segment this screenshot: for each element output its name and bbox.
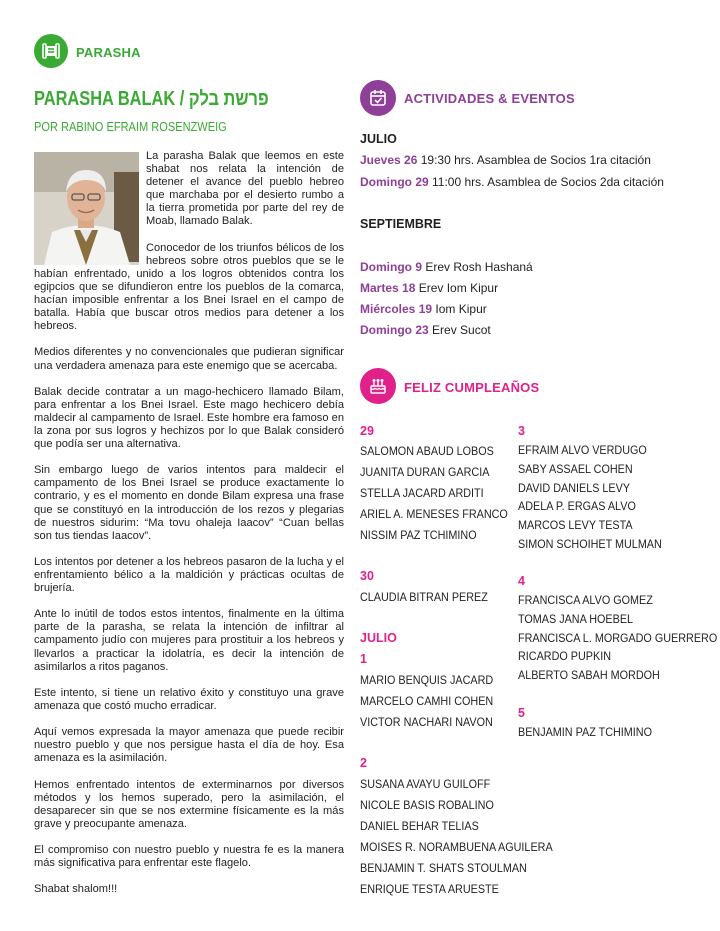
birthday-day: 29 <box>360 424 374 438</box>
birthday-name: TOMAS JANA HOEBEL <box>518 612 634 626</box>
article-paragraph: Balak decide contratar a un mago-hechicero llamado Bilam, para enfrentar a los Bnei Israel. Este mago hechicero debía maldecir al campamento de Israel. Este hombre era famoso en la zona por sus logros y hechizos por lo que Balak consideró que podía ser una alternativa. <box>34 385 344 451</box>
article-paragraph: Shabat shalom!!! <box>34 883 118 896</box>
section-label: PARASHA <box>76 45 141 60</box>
birthday-day: 3 <box>518 424 525 438</box>
birthday-name: BENJAMIN T. SHATS STOULMAN <box>360 861 527 875</box>
birthday-day: 1 <box>360 652 367 666</box>
article-author: POR RABINO EFRAIM ROSENZWEIG <box>34 119 227 134</box>
event-date: Jueves 26 <box>360 153 418 167</box>
events-month: SEPTIEMBRE <box>360 217 442 231</box>
event-text: Erev Iom Kipur <box>418 281 499 295</box>
birthday-name: ALBERTO SABAH MORDOH <box>518 668 660 682</box>
birthday-name: DANIEL BEHAR TELIAS <box>360 819 479 833</box>
birthday-name: MARIO BENQUIS JACARD <box>360 673 494 687</box>
article-paragraph: Hemos enfrentado intentos de exterminarnos por diversos métodos y los hemos superado, pero la asimilación, el desaparecer sin que se nos extermine físicamente es la más grave y preocupante amenaza. <box>34 778 344 830</box>
birthday-name: ADELA P. ERGAS ALVO <box>518 499 636 513</box>
calendar-icon <box>360 80 396 116</box>
article-paragraph: Ante lo inútil de todos estos intentos, finalmente en la última parte de la parasha, se relata la intención de infiltrar al campamento judío con mujeres para prostituir a los hebreos y llevarlos a practicar la idolatría, es decir la intención de asimilarlos a ritos paganos. <box>34 608 344 673</box>
event-date: Domingo 23 <box>360 323 429 337</box>
birthday-day: 5 <box>518 706 525 720</box>
event-text: 19:30 hrs. Asamblea de Socios 1ra citación <box>420 153 651 167</box>
birthday-name: FRANCISCA L. MORGADO GUERRERO <box>518 631 718 645</box>
event-item <box>360 302 487 316</box>
birthday-day: 30 <box>360 569 374 583</box>
birthday-name: MARCELO CAMHI COHEN <box>360 694 494 708</box>
birthday-cake-icon <box>360 368 396 404</box>
birthday-name: MARCOS LEVY TESTA <box>518 518 633 532</box>
birthday-name: SABY ASSAEL COHEN <box>518 462 633 476</box>
article-paragraph: Los intentos por detener a los hebreos pasaron de la lucha y el enfrentamiento bélico a la maldición y prácticas ocultas de brujería. <box>34 555 344 595</box>
article-title: PARASHA BALAK / פרשת בלק <box>34 88 269 110</box>
birthday-name: DAVID DANIELS LEVY <box>518 481 631 495</box>
birthday-name: MOISES R. NORAMBUENA AGUILERA <box>360 840 553 854</box>
article-paragraph: El compromiso con nuestro pueblo y nuestra fe es la manera más significativa para enfrentar este flagelo. <box>34 843 344 870</box>
event-date: Miércoles 19 <box>360 302 433 316</box>
event-date: Domingo 9 <box>360 260 422 274</box>
birthday-name: SUSANA AVAYU GUILOFF <box>360 777 491 791</box>
birthday-name: ARIEL A. MENESES FRANCO <box>360 507 508 521</box>
article-paragraph: Conocedor de los triunfos bélicos de los hebreos sobre otros pueblos que se le habían enfrentado, unido a los logros obtenidos contra los egipcios que se difundieron entre los pueblos de la comarca, hacían imposible enfrentar a los Bnei Israel en el campo de batalla. Había que buscar otros medios para detener a los hebreos. <box>34 241 344 333</box>
article-body <box>34 150 344 909</box>
event-item <box>360 323 491 337</box>
birthday-name: FRANCISCA ALVO GOMEZ <box>518 593 653 607</box>
event-item <box>360 281 498 295</box>
event-text: Iom Kipur <box>435 302 487 316</box>
birthday-month: JULIO <box>360 631 397 645</box>
events-label: ACTIVIDADES & EVENTOS <box>404 91 575 106</box>
torah-scroll-icon <box>34 34 68 68</box>
events-month: JULIO <box>360 132 397 146</box>
birthday-name: SALOMON ABAUD LOBOS <box>360 444 494 458</box>
birthday-name: STELLA JACARD ARDITI <box>360 486 484 500</box>
birthday-name: EFRAIM ALVO VERDUGO <box>518 443 647 457</box>
event-text: 11:00 hrs. Asamblea de Socios 2da citación <box>432 175 664 189</box>
event-date: Martes 18 <box>360 281 416 295</box>
birthday-name: CLAUDIA BITRAN PEREZ <box>360 590 488 604</box>
birthday-name: NICOLE BASIS ROBALINO <box>360 798 494 812</box>
birthday-name: BENJAMIN PAZ TCHIMINO <box>518 725 653 739</box>
event-item <box>360 175 664 189</box>
article-paragraph: La parasha Balak que leemos en este shabat nos relata la intención de detener el avance del pueblo hebreo que marchaba por el desierto rumbo a la tierra prometida por parte del rey de Moab, llamado Balak. <box>146 150 344 228</box>
article-paragraph: Sin embargo luego de varios intentos para maldecir el campamento de los Bnei Israel se produce exactamente lo contrario, y es el momento en donde Bilam expresa una frase que se constituyó en la introducción de los rezos y plegarias de nuestros sidurim: “Ma tovu ohaleja Iaacov” “Cuan bellas son tus tiendas Iaacov”. <box>34 464 344 542</box>
article-paragraph: Medios diferentes y no convencionales que pudieran significar una verdadera amenaza para este enemigo que se acercaba. <box>34 346 344 372</box>
article-paragraph: Aquí vemos expresada la mayor amenaza que puede recibir nuestro pueblo y que nos persigue hasta el día de hoy. Esa amenaza es la asimilación. <box>34 726 344 765</box>
article-paragraph: Este intento, si tiene un relativo éxito y constituyo una grave amenaza que costó mucho erradicar. <box>34 686 344 712</box>
birthday-day: 2 <box>360 756 367 770</box>
birthday-day: 4 <box>518 574 525 588</box>
birthday-name: ENRIQUE TESTA ARUESTE <box>360 882 499 896</box>
event-date: Domingo 29 <box>360 175 429 189</box>
birthday-name: NISSIM PAZ TCHIMINO <box>360 528 477 542</box>
birthdays-label: FELIZ CUMPLEAÑOS <box>404 380 540 395</box>
birthday-name: JUANITA DURAN GARCIA <box>360 465 490 479</box>
birthday-name: VICTOR NACHARI NAVON <box>360 715 493 729</box>
birthday-name: RICARDO PUPKIN <box>518 649 612 663</box>
event-text: Erev Rosh Hashaná <box>425 260 533 274</box>
event-text: Erev Sucot <box>432 323 491 337</box>
event-item <box>360 153 651 167</box>
event-item <box>360 260 533 274</box>
birthday-name: SIMON SCHOIHET MULMAN <box>518 537 662 551</box>
